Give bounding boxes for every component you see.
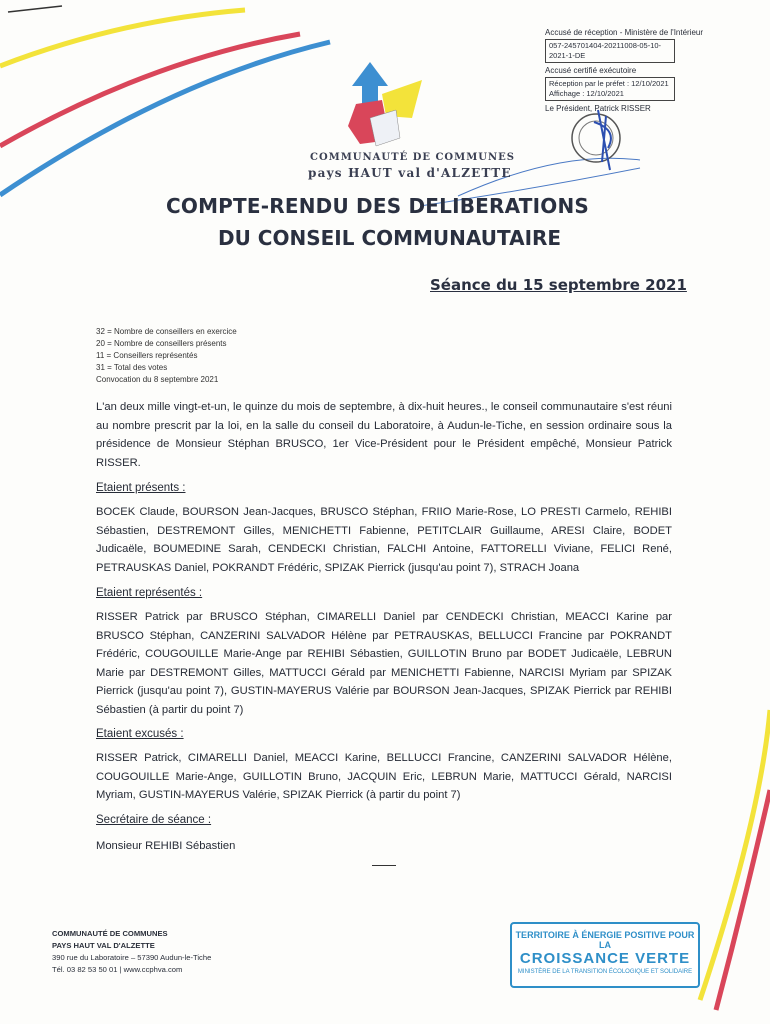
separator-dash (372, 865, 396, 866)
intro-paragraph: L'an deux mille vingt-et-un, le quinze du mois de septembre, à dix-huit heures., le conseil communautaire s'est réuni au nombre prescrit par la loi, en la salle du conseil du Laboratoire, à Audun-le-Tiche, en session ordinaire sous la présidence de Monsieur Stéphan BRUSCO, 1er Vice-Président pour le Président empêché, Monsieur Patrick RISSER. (96, 401, 672, 469)
stamp-line-3: Accusé certifié exécutoire (545, 66, 637, 75)
community-logo-icon (330, 60, 430, 155)
footer-line-2: PAYS HAUT VAL D'ALZETTE (52, 941, 155, 950)
org-name-line-1: COMMUNAUTÉ DE COMMUNES (310, 152, 515, 163)
stat-votes: 31 = Total des votes (96, 363, 168, 372)
stat-representes: 11 = Conseillers représentés (96, 351, 198, 360)
stamp-ref: 057-245701404-20211008-05-10-2021-1-DE (545, 39, 675, 63)
council-stats (96, 326, 237, 386)
badge-line-1: TERRITOIRE À ÉNERGIE POSITIVE POUR LA (515, 930, 695, 950)
stamp-reception: Réception par le préfet : 12/10/2021 (549, 79, 669, 88)
footer-address (52, 928, 211, 976)
badge-line-3: MINISTÈRE DE LA TRANSITION ÉCOLOGIQUE ET SOLIDAIRE (517, 969, 693, 975)
seance-date: Séance du 15 septembre 2021 (430, 276, 687, 294)
footer-line-1: COMMUNAUTÉ DE COMMUNES (52, 929, 168, 938)
stamp-line-1: Accusé de réception - Ministère de l'Intérieur (545, 28, 704, 37)
secretaire-name: Monsieur REHIBI Sébastien (96, 840, 236, 852)
excuses-list: RISSER Patrick, CIMARELLI Daniel, MEACCI Karine, BELLUCCI Francine, CANZERINI SALVADOR Hélène, COUGOUILLE Marie-Ange, GUILLOTIN Bruno, JACQUIN Eric, LEBRUN Marie, MATTUCCI Gérald, NARCISI Myriam, GUSTIN-MAYERUS Valérie, SPIZAK Pierrick (à partir du point 7) (96, 752, 672, 802)
stamp-dates (545, 77, 675, 101)
stat-convocation: Convocation du 8 septembre 2021 (96, 375, 219, 384)
tepcv-badge (510, 922, 700, 988)
stamp-president: Le Président, Patrick RISSER (545, 104, 651, 113)
stamp-affichage: Affichage : 12/10/2021 (549, 89, 624, 98)
excuses-heading: Etaient excusés : (96, 728, 184, 740)
representes-list: RISSER Patrick par BRUSCO Stéphan, CIMARELLI Daniel par CENDECKI Christian, MEACCI Karine par BRUSCO Stéphan, CANZERINI SALVADOR Hélène par PETRAUSKAS, BELLUCCI Francine par POKRANDT Frédéric, COUGOUILLE Marie-Ange par REHIBI Sébastien, GUILLOTIN Bruno par BODET Judicaële, LEBRUN Marie par DESTREMONT Gilles, MATTUCCI Gérald par MENICHETTI Fabienne, NARCISI Myriam par SPIZAK Pierrick (jusqu'au point 7), GUSTIN-MAYERUS Valérie par BOURSON Jean-Jacques, SPIZAK Pierrick par REHIBI Sébastien (à partir du point 7) (96, 611, 672, 716)
org-name-line-2: pays HAUT val d'ALZETTE (308, 166, 512, 180)
representes-heading: Etaient représentés : (96, 587, 203, 599)
footer-line-4: Tél. 03 82 53 50 01 | www.ccphva.com (52, 965, 183, 974)
document-title-line-2: DU CONSEIL COMMUNAUTAIRE (218, 226, 562, 250)
presents-heading: Etaient présents : (96, 482, 186, 494)
secretaire-heading: Secrétaire de séance : (96, 814, 212, 826)
footer-line-3: 390 rue du Laboratoire – 57390 Audun-le-Tiche (52, 953, 212, 962)
stat-presents: 20 = Nombre de conseillers présents (96, 339, 227, 348)
document-title-line-1: COMPTE-RENDU DES DELIBERATIONS (166, 194, 589, 218)
badge-line-2: CROISSANCE VERTE (519, 950, 691, 967)
presents-list: BOCEK Claude, BOURSON Jean-Jacques, BRUSCO Stéphan, FRIIO Marie-Rose, LO PRESTI Carmelo, REHIBI Sébastien, DESTREMONT Gilles, MENICHETTI Fabienne, PETITCLAIR Guillaume, ARESI Claire, BODET Judicaële, BOUMEDINE Sarah, CENDECKI Christian, FALCHI Antoine, FATTORELLI Viviane, FELICI René, PETRAUSKAS Daniel, POKRANDT Frédéric, SPIZAK Pierrick (jusqu'au point 7), STRACH Joana (96, 506, 672, 574)
seal-signature-icon (568, 100, 638, 180)
stat-exercice: 32 = Nombre de conseillers en exercice (96, 327, 237, 336)
